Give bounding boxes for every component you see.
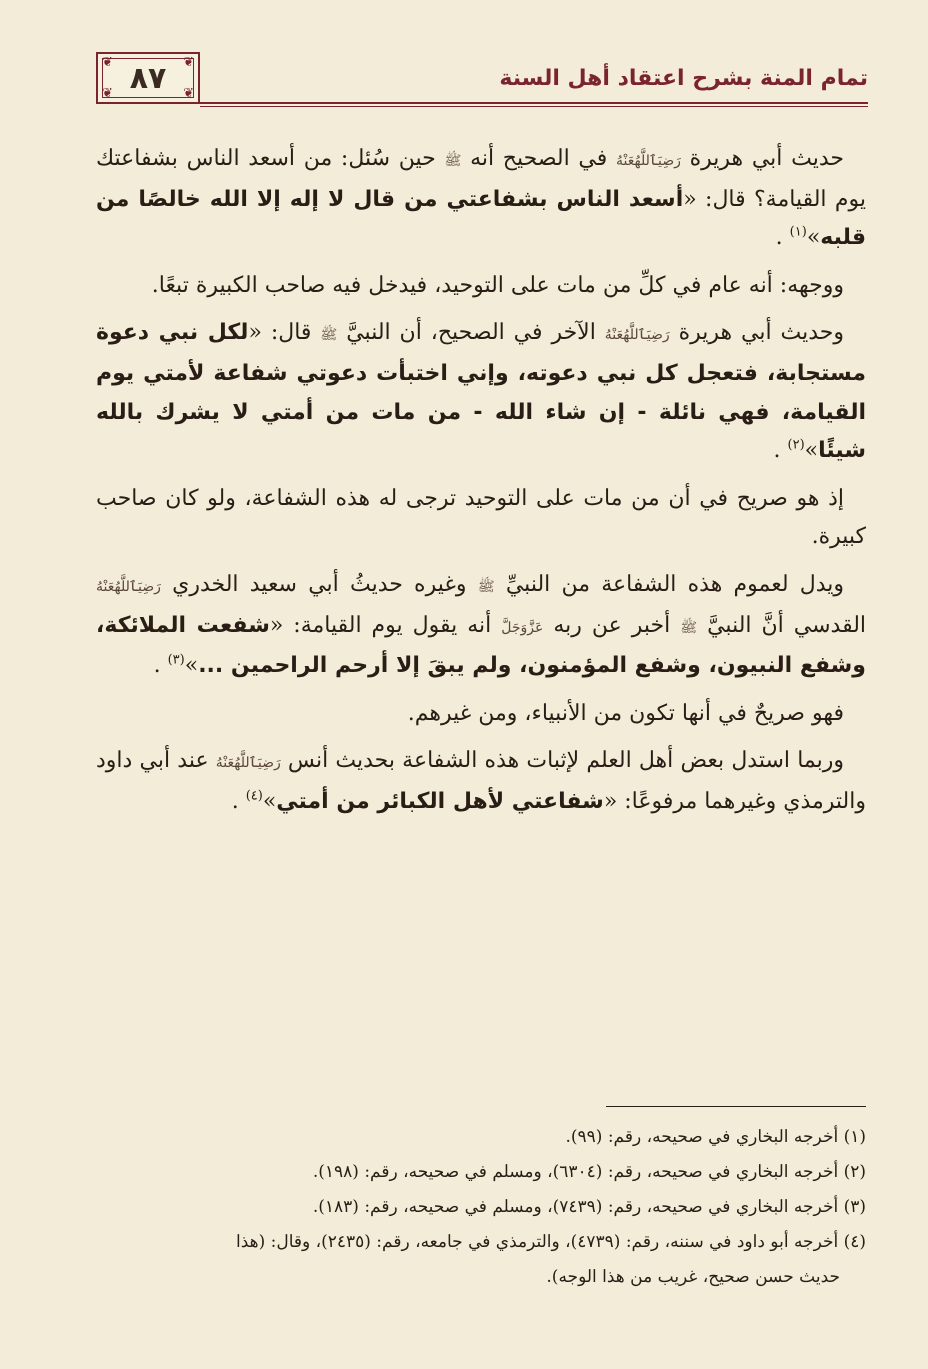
page-header xyxy=(96,52,868,110)
page-number-frame xyxy=(96,52,200,104)
corner-ornament-icon: ❦ xyxy=(183,55,194,70)
footnote-1: (١) أخرجه البخاري في صحيحه، رقم: (٩٩). xyxy=(565,1127,866,1147)
honorific-ra: رَضِيَٱللَّهُعَنْهُ xyxy=(616,153,681,169)
header-rule xyxy=(200,106,868,107)
footnote-ref: (٤) xyxy=(245,788,263,804)
corner-ornament-icon: ❦ xyxy=(102,86,113,101)
honorific-saw: ﷺ xyxy=(444,153,462,169)
honorific-ra: رَضِيَٱللَّهُعَنْهُ xyxy=(604,327,670,344)
honorific-azza: عَزَّوَجَلَّ xyxy=(501,619,544,636)
honorific-saw: ﷺ xyxy=(477,578,495,595)
footnote-4: (٤) أخرجه أبو داود في سننه، رقم: (٤٧٣٩)، والترمذي في جامعه، رقم: (٢٤٣٥)، وقال: (هذا xyxy=(235,1232,866,1252)
hadith-quote: لكل نبي دعوة مستجابة، فتعجل كل نبي دعوته، وإني اختبأت دعوتي شفاعة لأمتي يوم القيامة، فهي نائلة - إن شاء الله - من مات من أمتي لا يشرك بالله شيئًا xyxy=(96,320,866,464)
footnote-3: (٣) أخرجه البخاري في صحيحه، رقم: (٧٤٣٩)، ومسلم في صحيحه، رقم: (١٨٣). xyxy=(312,1197,866,1217)
footnote-4-continued: حديث حسن صحيح، غريب من هذا الوجه). xyxy=(546,1267,840,1287)
book-title: تمام المنة بشرح اعتقاد أهل السنة xyxy=(499,66,868,91)
paragraph-4: إذ هو صريح في أن من مات على التوحيد ترجى له هذه الشفاعة، ولو كان صاحب كبيرة. xyxy=(96,485,866,550)
paragraph-6: فهو صريحٌ في أنها تكون من الأنبياء، ومن غيرهم. xyxy=(407,700,844,726)
footnote-ref: (٣) xyxy=(167,652,185,668)
honorific-saw: ﷺ xyxy=(680,619,698,636)
hadith-quote: أسعد الناس بشفاعتي من قال لا إله إلا الله خالصًا من قلبه xyxy=(96,186,866,251)
paragraph-7: وربما استدل بعض أهل العلم لإثبات هذه الشفاعة بحديث أنس رَضِيَٱللَّهُعَنْهُ عند أبي داود والترمذي وغيرهما مرفوعًا: «شفاعتي لأهل الكبائر من أمتي»$^{(٤)}$ . xyxy=(96,748,866,814)
paragraph-1: حديث أبي هريرة رَضِيَٱللَّهُعَنْهُ في الصحيح أنه ﷺ حين سُئل: من أسعد الناس بشفاعتك يوم القيامة؟ قال: «أسعد الناس بشفاعتي من قال لا إله إلا الله خالصًا من قلبه»$^{(١)}$ . xyxy=(96,146,866,251)
page-number: ٨٧ xyxy=(129,60,167,96)
paragraph-3: وحديث أبي هريرة رَضِيَٱللَّهُعَنْهُ الآخر في الصحيح، أن النبيَّ ﷺ قال: «لكل نبي دعوة مستجابة، فتعجل كل نبي دعوته، وإني اختبأت دعوتي شفاعة لأمتي يوم القيامة، فهي نائلة - إن شاء الله - من مات من أمتي لا يشرك بالله شيئًا»$^{(٢)}$ . xyxy=(96,320,866,464)
paragraph-5: ويدل لعموم هذه الشفاعة من النبيِّ ﷺ وغيره حديثُ أبي سعيد الخدري رَضِيَٱللَّهُعَنْهُ القدسي أنَّ النبيَّ ﷺ أخبر عن ربه عَزَّوَجَلَّ أنه يقول يوم القيامة: «شفعت الملائكة، وشفع النبيون، وشفع المؤمنون، ولم يبقَ إلا أرحم الراحمين ...»$^{(٣)}$ . xyxy=(96,571,867,679)
corner-ornament-icon: ❦ xyxy=(102,55,113,70)
main-text xyxy=(96,140,866,831)
hadith-quote: شفاعتي لأهل الكبائر من أمتي xyxy=(276,788,604,814)
footnote-2: (٢) أخرجه البخاري في صحيحه، رقم: (٦٣٠٤)، ومسلم في صحيحه، رقم: (١٩٨). xyxy=(312,1162,866,1182)
corner-ornament-icon: ❦ xyxy=(183,86,194,101)
footnote-separator xyxy=(606,1106,866,1107)
honorific-saw: ﷺ xyxy=(320,327,338,344)
header-rule xyxy=(200,102,868,104)
footnote-ref: (٢) xyxy=(787,437,805,453)
footnote-ref: (١) xyxy=(789,224,807,240)
paragraph-2: ووجهه: أنه عام في كلِّ من مات على التوحيد، فيدخل فيه صاحب الكبيرة تبعًا. xyxy=(151,272,844,298)
hadith-quote: شفعت الملائكة، وشفع النبيون، وشفع المؤمنون، ولم يبقَ إلا أرحم الراحمين ... xyxy=(96,612,866,679)
honorific-ra: رَضِيَٱللَّهُعَنْهُ xyxy=(96,578,161,595)
footnotes xyxy=(96,1120,866,1295)
honorific-ra: رَضِيَٱللَّهُعَنْهُ xyxy=(215,755,281,772)
